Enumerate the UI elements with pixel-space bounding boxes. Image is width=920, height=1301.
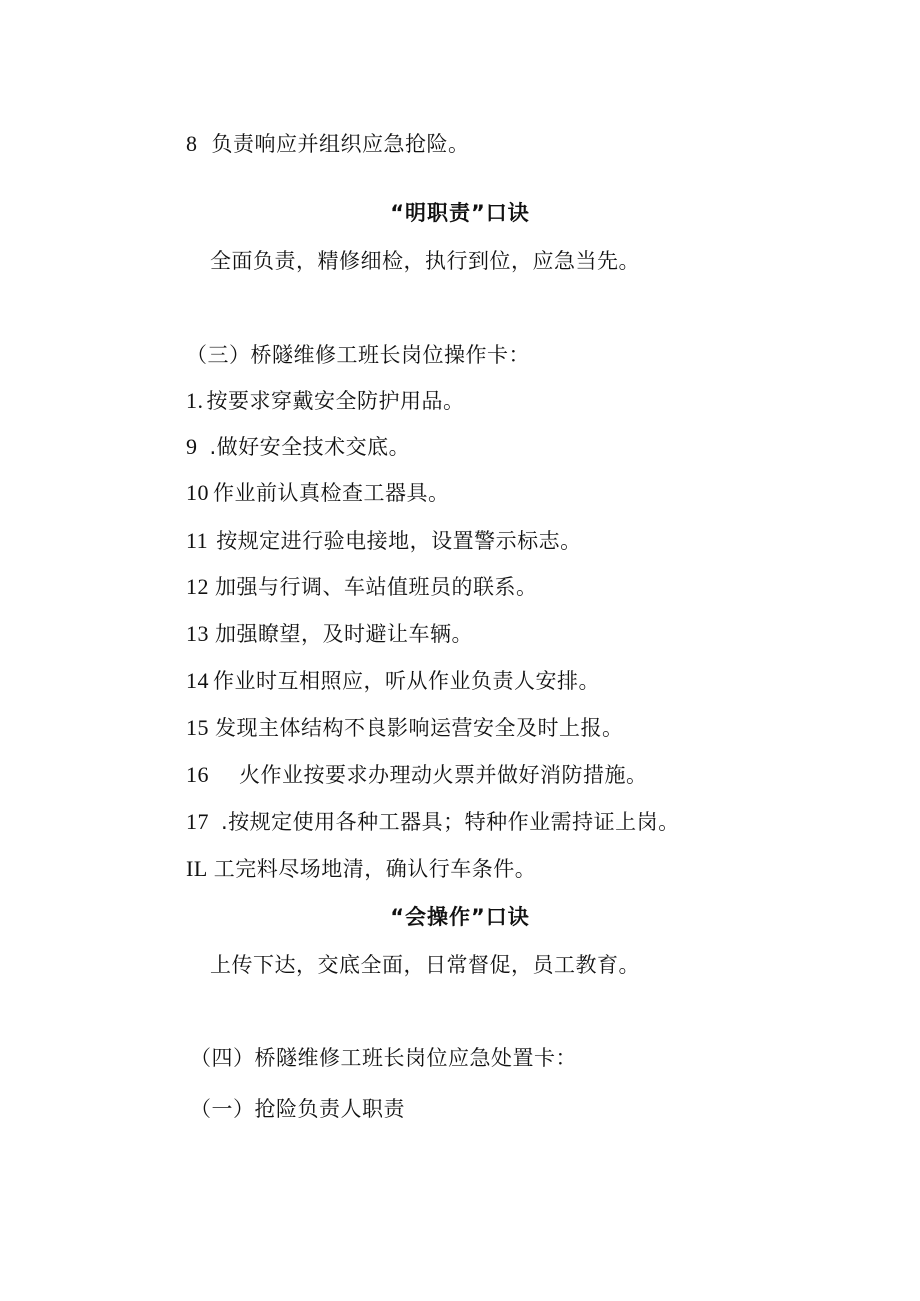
item-text: 作业时互相照应，听从作业负责人安排。 <box>213 669 600 693</box>
item-text: 加强与行调、车站值班员的联系。 <box>215 575 538 599</box>
list-item <box>186 432 410 462</box>
list-item <box>186 854 536 884</box>
item-number: 17 <box>186 809 209 834</box>
item-number: 12 <box>186 574 209 599</box>
section-title-emergency-card: （四）桥隧维修工班长岗位应急处置卡： <box>190 1046 577 1070</box>
list-item <box>186 713 624 743</box>
item-text: 火作业按要求办理动火票并做好消防措施。 <box>239 763 648 787</box>
item-number: 15 <box>186 715 209 740</box>
item-number: 13 <box>186 621 209 646</box>
list-item <box>186 760 648 790</box>
item-number: IL <box>186 856 208 881</box>
item-number: 8 <box>186 131 198 156</box>
list-item <box>186 807 680 837</box>
motto-duties: 全面负责，精修细检，执行到位，应急当先。 <box>210 249 640 273</box>
item-text: 加强瞭望，及时避让车辆。 <box>215 622 473 646</box>
item-text: 作业前认真检查工器具。 <box>213 481 450 505</box>
item-number: 1. <box>186 388 204 413</box>
item-text: 工完料尽场地清，确认行车条件。 <box>213 857 537 881</box>
section-title-operation-card: （三）桥隧维修工班长岗位操作卡： <box>186 343 530 367</box>
list-item <box>186 619 473 649</box>
item-text: 按要求穿戴安全防护用品。 <box>206 389 465 413</box>
section-heading-duties: “明职责”口诀 <box>390 201 530 225</box>
item-number: 10 <box>186 480 209 505</box>
item-number: 11 <box>186 528 209 553</box>
list-item <box>186 526 582 556</box>
section-heading-operations: “会操作”口诀 <box>390 905 530 929</box>
list-item <box>186 386 465 416</box>
item-text: 按规定进行验电接地，设置警示标志。 <box>216 529 582 553</box>
item-text: 发现主体结构不良影响运营安全及时上报。 <box>215 716 624 740</box>
item-number: 16 <box>186 762 209 787</box>
item-text: .做好安全技术交底。 <box>209 435 411 459</box>
item-text: .按规定使用各种工器具；特种作业需持证上岗。 <box>221 810 680 834</box>
motto-operations: 上传下达，交底全面，日常督促，员工教育。 <box>210 953 640 977</box>
item-number: 14 <box>186 668 209 693</box>
list-item <box>186 572 538 602</box>
item-number: 9 <box>186 434 198 459</box>
item-text: 负责响应并组织应急抢险。 <box>211 132 470 156</box>
subsection-title-rescue-leader: （一）抢险负责人职责 <box>190 1097 405 1121</box>
duty-item-8 <box>186 129 470 159</box>
list-item <box>186 666 600 696</box>
list-item <box>186 478 450 508</box>
